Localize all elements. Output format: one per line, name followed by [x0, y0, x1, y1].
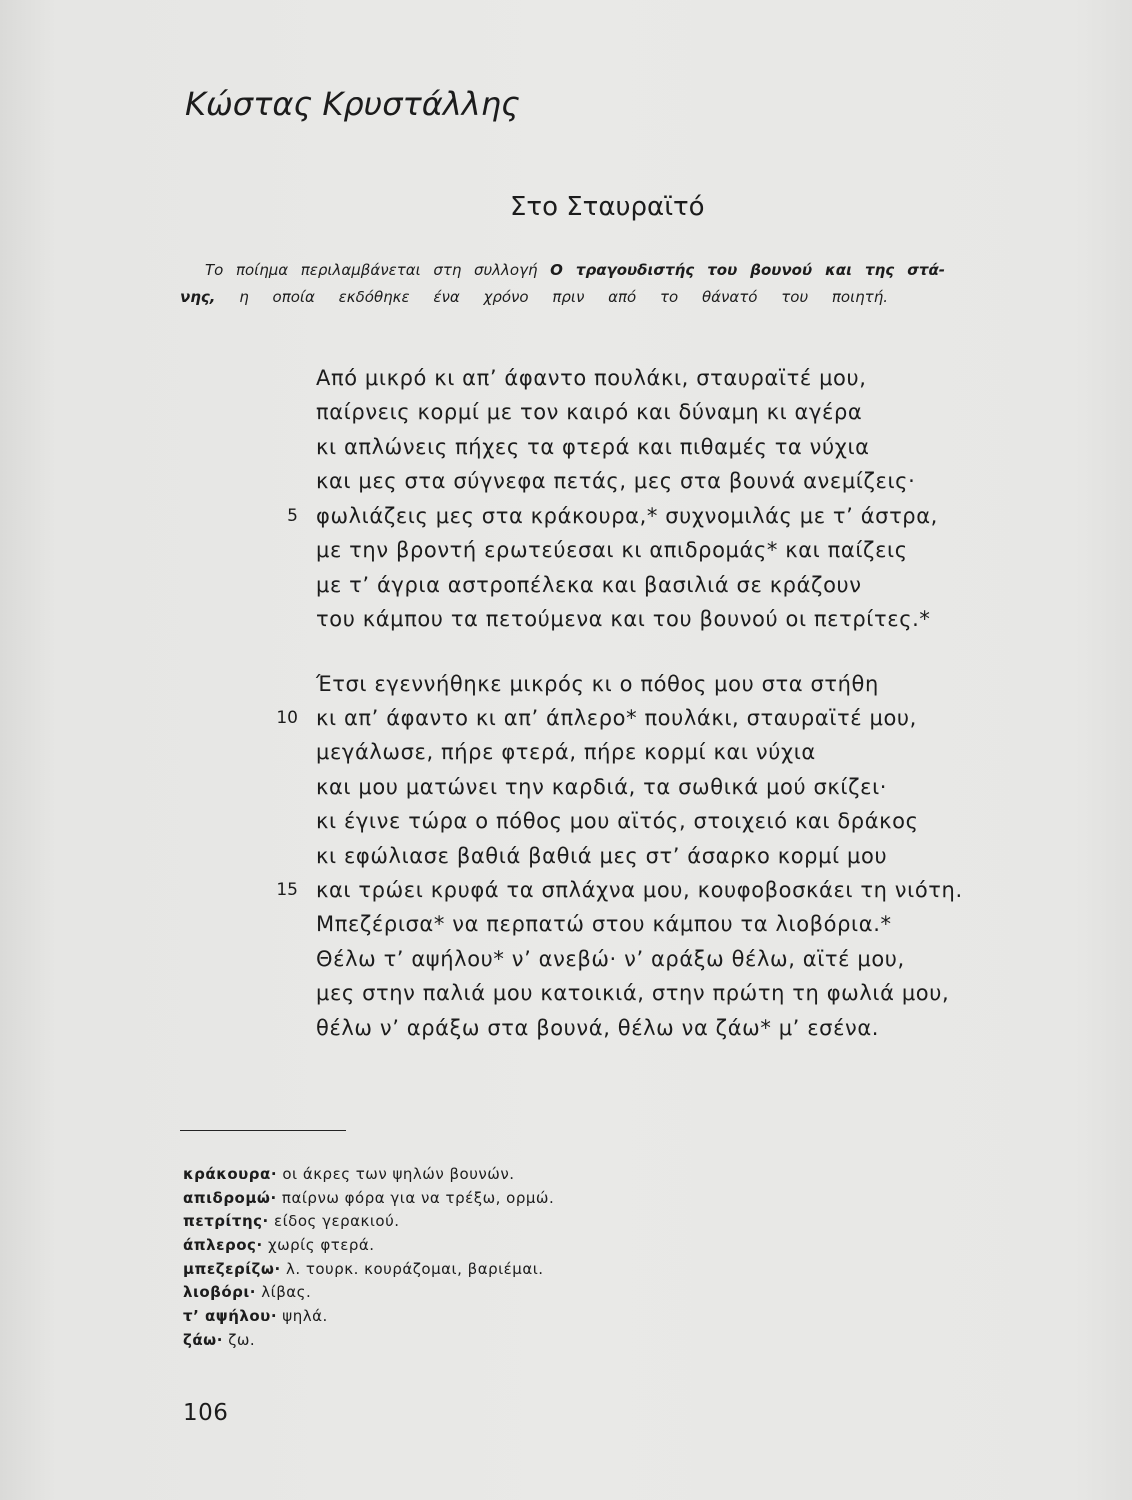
footnote — [183, 1163, 554, 1187]
poem-line-text: Θέλω τ’ αψήλου* ν’ ανεβώ· ν’ αράξω θέλω, αϊτέ μου, — [316, 946, 905, 971]
footnote-definition: παίρνω φόρα για να τρέξω, ορμώ. — [281, 1188, 555, 1207]
poem-line — [250, 465, 938, 500]
footnote — [183, 1329, 554, 1353]
footnote — [183, 1210, 554, 1234]
footnote-term: ζάω· — [183, 1330, 223, 1349]
poem-line-text: κι απ’ άφαντο κι απ’ άπλερο* πουλάκι, σταυραϊτέ μου, — [316, 706, 917, 731]
poem-line — [250, 736, 963, 770]
poem-line — [250, 1011, 963, 1045]
poem-line — [250, 942, 963, 976]
poem-line-text: Μπεζέρισα* να περπατώ στου κάμπου τα λιοβόρια.* — [316, 912, 892, 937]
poem-line-text: θέλω ν’ αράξω στα βουνά, θέλω να ζάω* μ’ εσένα. — [316, 1015, 880, 1040]
poem-line-text: και τρώει κρυφά τα σπλάχνα μου, κουφοβοσκάει τη νιότη. — [316, 878, 963, 903]
poem-line-text: μες στην παλιά μου κατοικιά, στην πρώτη τη φωλιά μου, — [316, 981, 950, 1006]
poem-line — [250, 667, 963, 701]
poem-line-text: με την βροντή ερωτεύεσαι κι απιδρομάς* και παίζεις — [316, 538, 908, 563]
footnote-term: λιοβόρι· — [183, 1283, 256, 1302]
stanza-1 — [250, 361, 938, 637]
intro-text: Το ποίημα περιλαμβάνεται στη συλλογή — [205, 261, 538, 279]
poem-line — [250, 770, 963, 804]
footnote-divider — [180, 1130, 346, 1131]
footnote-term: πετρίτης· — [183, 1212, 269, 1231]
footnote-definition: είδος γερακιού. — [274, 1212, 400, 1231]
poem-line — [250, 568, 938, 603]
footnote — [183, 1281, 554, 1305]
poem-line — [250, 534, 938, 569]
footnote-definition: λ. τουρκ. κουράζομαι, βαριέμαι. — [285, 1259, 544, 1278]
footnotes — [183, 1163, 554, 1353]
footnote-term: άπλερος· — [183, 1236, 263, 1255]
stanza-2 — [250, 667, 963, 1045]
poem-line-text: και μου ματώνει την καρδιά, τα σωθικά μού σκίζει· — [316, 774, 888, 799]
author-heading: Κώστας Κρυστάλλης — [185, 85, 520, 123]
poem-line-text: παίρνεις κορμί με τον καιρό και δύναμη κι αγέρα — [316, 400, 863, 425]
footnote-definition: ψηλά. — [282, 1307, 328, 1326]
poem-line — [250, 977, 963, 1011]
poem-line-text: του κάμπου τα πετούμενα και του βουνού οι πετρίτες.* — [316, 607, 931, 632]
poem-line-text: Έτσι εγεννήθηκε μικρός κι ο πόθος μου στα στήθη — [316, 671, 879, 696]
poem-line-text: με τ’ άγρια αστροπέλεκα και βασιλιά σε κράζουν — [316, 572, 862, 597]
footnote-definition: οι άκρες των ψηλών βουνών. — [282, 1165, 515, 1183]
poem-line — [250, 396, 938, 431]
poem-line — [250, 908, 963, 942]
poem-line — [250, 499, 938, 534]
line-number: 10 — [276, 708, 298, 729]
poem-line-text: κι έγινε τώρα ο πόθος μου αϊτός, στοιχειό και δράκος — [316, 809, 919, 834]
line-number: 15 — [276, 880, 298, 901]
footnote-definition: ζω. — [228, 1330, 256, 1349]
intro-text: η οποία εκδόθηκε ένα χρόνο πριν από το θάνατό του ποιητή. — [239, 288, 888, 306]
footnote-term: τ’ αψήλου· — [183, 1307, 278, 1326]
footnote-term: κράκουρα· — [183, 1165, 278, 1183]
intro-line-2 — [180, 285, 888, 309]
line-number: 5 — [287, 505, 298, 526]
poem-line — [250, 701, 963, 735]
footnote-term: μπεζερίζω· — [183, 1259, 281, 1278]
poem-line — [250, 430, 938, 465]
poem-line — [250, 603, 938, 638]
poem-line-text: Από μικρό κι απ’ άφαντο πουλάκι, σταυραϊτέ μου, — [316, 365, 867, 390]
page-number: 106 — [183, 1400, 229, 1426]
footnote — [183, 1234, 554, 1258]
poem-line-text: και μες στα σύγνεφα πετάς, μες στα βουνά ανεμίζεις· — [316, 469, 916, 494]
poem-line — [250, 805, 963, 839]
poem-line-text: φωλιάζεις μες στα κράκουρα,* συχνομιλάς με τ’ άστρα, — [316, 503, 938, 528]
collection-title: Ο τραγουδιστής του βουνού και της στά- — [550, 261, 945, 279]
poem-line-text: κι εφώλιασε βαθιά βαθιά μες στ’ άσαρκο κορμί μου — [316, 843, 888, 868]
poem-line — [250, 873, 963, 907]
poem-title: Στο Σταυραϊτό — [510, 192, 705, 222]
poem-line — [250, 361, 938, 396]
poem-line-text: κι απλώνεις πήχες τα φτερά και πιθαμές τα νύχια — [316, 434, 870, 459]
poem-line — [250, 839, 963, 873]
footnote-definition: λίβας. — [261, 1283, 312, 1302]
footnote-definition: χωρίς φτερά. — [267, 1236, 375, 1255]
footnote — [183, 1305, 554, 1329]
footnote-term: απιδρομώ· — [183, 1188, 277, 1207]
intro-line-1 — [205, 258, 945, 282]
collection-title-end: νης, — [180, 288, 216, 306]
footnote — [183, 1187, 554, 1211]
footnote — [183, 1258, 554, 1282]
poem-line-text: μεγάλωσε, πήρε φτερά, πήρε κορμί και νύχια — [316, 740, 816, 765]
